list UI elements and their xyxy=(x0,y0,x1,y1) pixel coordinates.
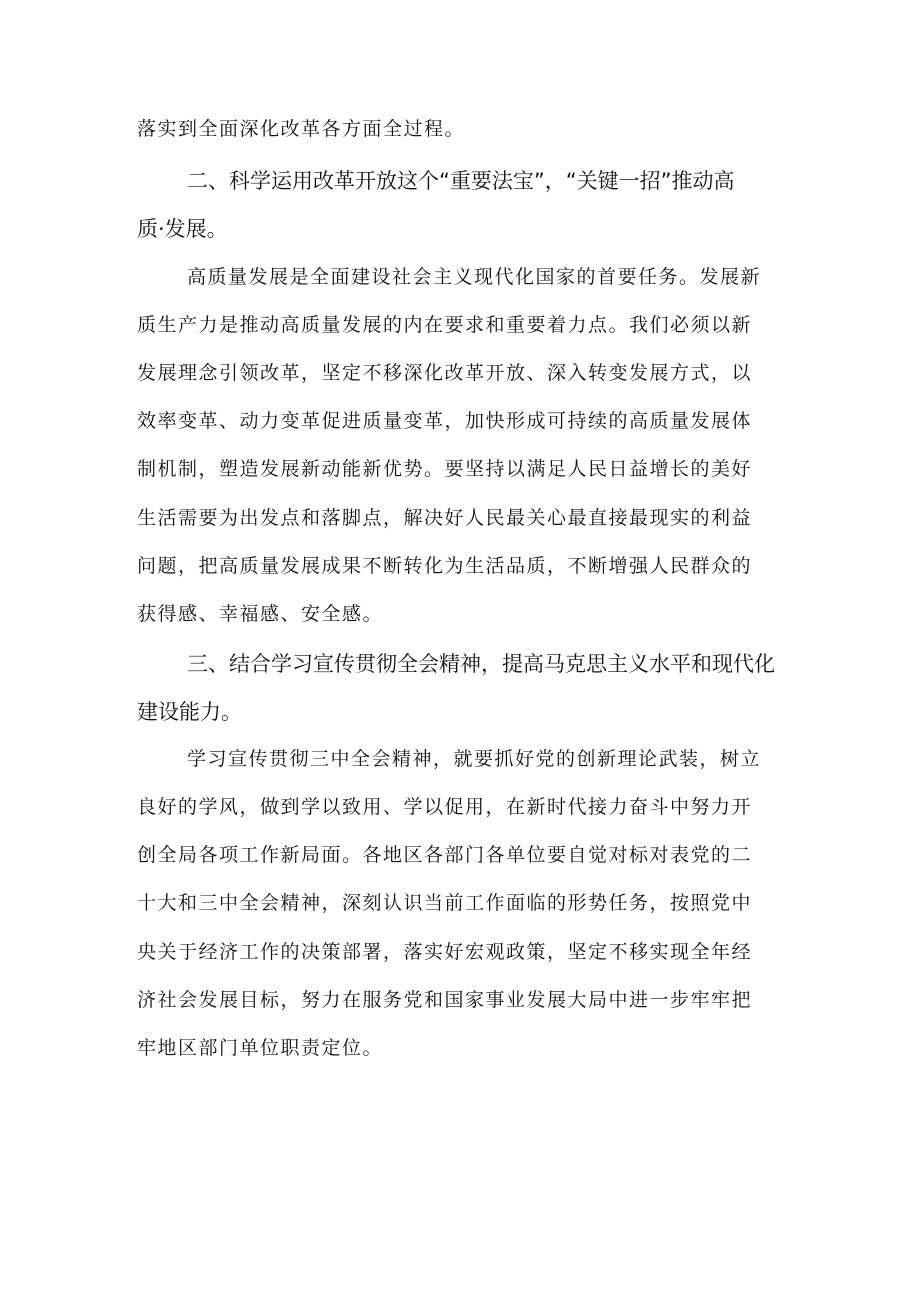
paragraph-line: 落实到全面深化改革各方面全过程。 xyxy=(137,118,466,140)
paragraph-line: 质生产力是推动高质量发展的内在要求和重要着力点。我们必须以新 xyxy=(137,314,753,336)
paragraph-line: 生活需要为出发点和落脚点，解决好人民最关心最直接最现实的利益 xyxy=(137,507,753,529)
section-heading-2-line-2: 质·发展。 xyxy=(137,217,228,241)
paragraph-line: 效率变革、动力变革促进质量变革，加快形成可持续的高质量发展体 xyxy=(137,410,753,432)
paragraph-line: 高质量发展是全面建设社会主义现代化国家的首要任务。发展新 xyxy=(187,266,762,288)
paragraph-line: 济社会发展目标，努力在服务党和国家事业发展大局中进一步牢牢把 xyxy=(137,989,753,1011)
paragraph-line: 获得感、幸福感、安全感。 xyxy=(137,603,384,625)
paragraph-line: 学习宣传贯彻三中全会精神，就要抓好党的创新理论武装，树立 xyxy=(187,748,762,770)
paragraph-line: 良好的学风，做到学以致用、学以促用，在新时代接力奋斗中努力开 xyxy=(137,796,753,818)
paragraph-line: 制机制，塑造发展新动能新优势。要坚持以满足人民日益增长的美好 xyxy=(137,458,753,480)
paragraph-line: 问题，把高质量发展成果不断转化为生活品质，不断增强人民群众的 xyxy=(137,555,753,577)
paragraph-line: 牢地区部门单位职责定位。 xyxy=(137,1037,384,1059)
paragraph-line: 发展理念引领改革，坚定不移深化改革开放、深入转变发展方式，以 xyxy=(137,362,753,384)
paragraph-line: 十大和三中全会精神，深刻认识当前工作面临的形势任务，按照党中 xyxy=(137,892,753,914)
paragraph-line: 创全局各项工作新局面。各地区各部门各单位要自觉对标对表党的二 xyxy=(137,844,753,866)
section-heading-2-line-1: 二、科学运用改革开放这个“重要法宝”，“关键一招”推动高 xyxy=(187,169,735,193)
section-heading-3-line-2: 建设能力。 xyxy=(137,700,242,724)
paragraph-line: 央关于经济工作的决策部署，落实好宏观政策，坚定不移实现全年经 xyxy=(137,941,753,963)
section-heading-3-line-1: 三、结合学习宣传贯彻全会精神，提高马克思主义水平和现代化 xyxy=(187,652,775,676)
